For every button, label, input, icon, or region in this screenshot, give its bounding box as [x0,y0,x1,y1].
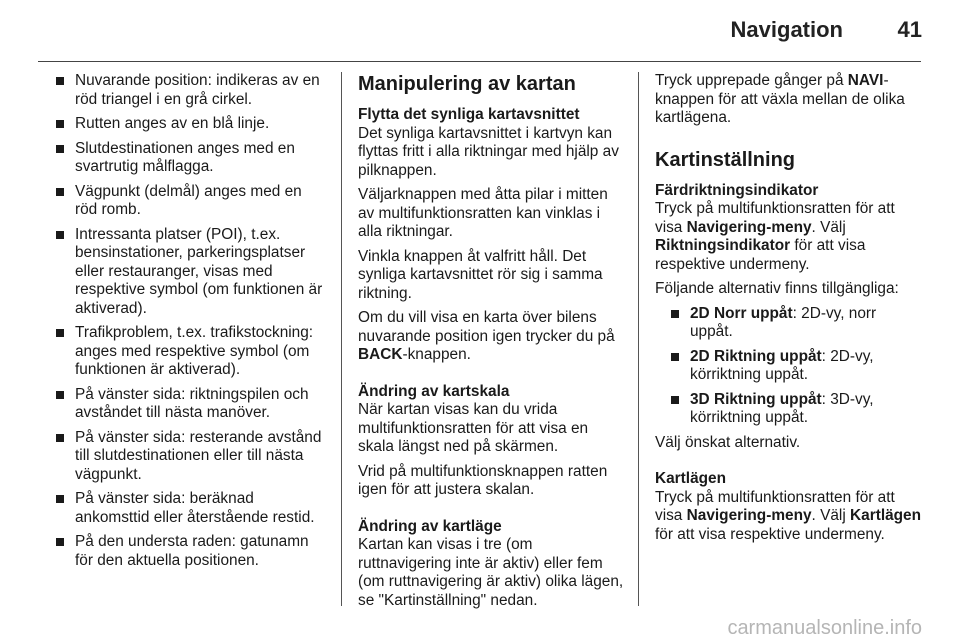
column-right [655,72,923,550]
page-number: 41 [897,17,922,42]
section-heading: Kartinställning [655,148,796,171]
list-item: På vänster sida: beräknad ankomsttid eller återstående restid. [48,490,328,527]
column-divider [638,72,639,606]
navi-button-label: NAVI [847,72,884,89]
watermark: carmanualsonline.info [727,617,922,639]
paragraph: När kartan visas kan du vrida multifunktionsratten för att visa en skala längst ned på skärmen. [358,401,589,455]
subsection-title: Ändring av kartskala [358,382,510,400]
bullet-square-icon [56,77,64,85]
bullet-square-icon [56,391,64,399]
bullet-square-icon [56,434,64,442]
paragraph: Tryck på multifunktionsratten för att visa Navigering-meny. Välj Riktningsindikator för att visa respektive undermeny. [655,200,895,273]
list-item: På vänster sida: riktningspilen och avståndet till nästa manöver. [48,386,328,423]
column-left [48,72,328,576]
paragraph: Vinkla knappen åt valfritt håll. Det synliga kartavsnittet rör sig i samma riktning. [358,247,603,302]
list-item: Intressanta platser (POI), t.ex. bensinstationer, parkeringsplatser eller restauranger, visas med respektive symbol (om funktionen är aktiverad). [48,226,328,319]
page-title: Navigation [730,17,843,42]
list-item: Slutdestinationen anges med en svartrutig målflagga. [48,140,328,177]
bullet-square-icon [671,353,679,361]
subsection-title: Flytta det synliga kartavsnittet [358,106,580,123]
paragraph: Kartan kan visas i tre (om ruttnavigering inte är aktiv) eller fem (om ruttnavigering är aktiv) olika lägen, se "Kartinställning" nedan. [358,536,624,609]
paragraph: Följande alternativ finns tillgängliga: [655,280,899,297]
list-item: Rutten anges av en blå linje. [48,115,328,134]
bullet-square-icon [56,495,64,503]
subsection-title: Kartlägen [655,470,726,487]
paragraph: Tryck på multifunktionsratten för att visa Navigering-meny. Välj Kartlägen för att visa respektive undermeny. [655,488,922,543]
column-divider [341,72,342,606]
bullet-square-icon [671,396,679,404]
subsection-title: Färdriktningsindikator [655,181,819,199]
subsection-title: Ändring av kartläge [358,517,502,535]
bullet-square-icon [56,329,64,337]
list-item: Nuvarande position: indikeras av en röd triangel i en grå cirkel. [48,72,328,109]
header-divider [38,61,921,62]
list-item: 3D Riktning uppåt: 3D-vy, körriktning uppåt. [655,391,923,428]
paragraph: Vrid på multifunktionsknappen ratten igen för att justera skalan. [358,462,608,498]
bullet-square-icon [56,120,64,128]
back-button-label: BACK [358,346,403,363]
paragraph: Om du vill visa en karta över bilens nuvarande position igen trycker du på BACK-knappen. [358,309,615,363]
paragraph: Välj önskat alternativ. [655,433,801,451]
page-header [0,0,960,62]
bullet-square-icon [56,538,64,546]
list-item: 2D Norr uppåt: 2D-vy, norr uppåt. [655,305,923,342]
option-list [655,305,923,428]
list-item: Trafikproblem, t.ex. trafikstockning: anges med respektive symbol (om funktionen är aktiverad). [48,324,328,380]
paragraph: Det synliga kartavsnittet i kartvyn kan flyttas fritt i alla riktningar med hjälp av pilknappen. [358,124,619,179]
list-item: På den understa raden: gatunamn för den aktuella positionen. [48,533,328,570]
list-item: På vänster sida: resterande avstånd till slutdestinationen eller till nästa vägpunkt. [48,429,328,485]
list-item: Vägpunkt (delmål) anges med en röd romb. [48,183,328,220]
bullet-square-icon [56,145,64,153]
paragraph: Väljarknappen med åtta pilar i mitten av multifunktionsratten kan vinklas i alla riktningar. [358,186,608,240]
section-heading: Manipulering av kartan [358,73,576,95]
column-middle [358,72,626,616]
bullet-square-icon [56,231,64,239]
map-symbol-list [48,72,328,570]
list-item: 2D Riktning uppåt: 2D-vy, körriktning uppåt. [655,348,923,385]
paragraph: Tryck upprepade gånger på NAVI-knappen för att växla mellan de olika kartlägena. [655,72,905,126]
bullet-square-icon [56,188,64,196]
bullet-square-icon [671,310,679,318]
